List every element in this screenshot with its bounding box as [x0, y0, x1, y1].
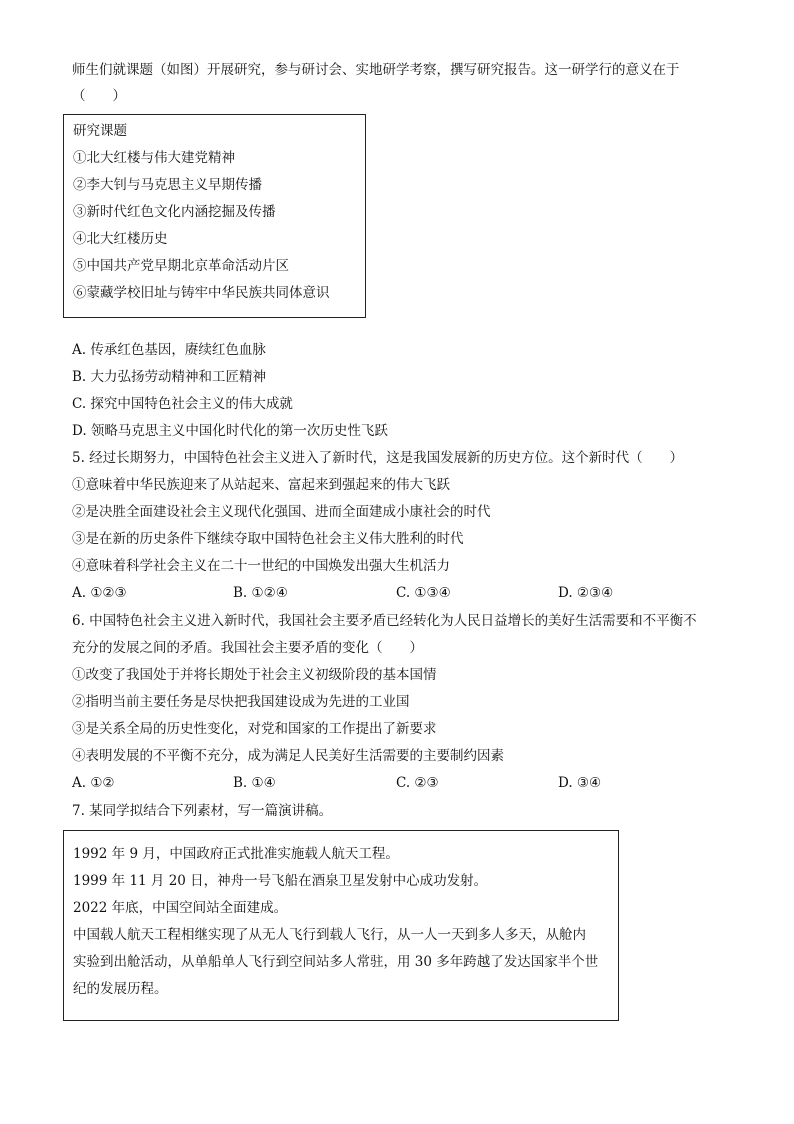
q7-material-line: 2022 年底，中国空间站全面建成。	[73, 900, 288, 916]
q5-option-a[interactable]: A. ①②③	[72, 585, 127, 601]
q7-material-line: 实验到出舱活动，从单船单人飞行到空间站多人常驻，用 30 多年跨越了发达国家半个世	[73, 954, 599, 970]
q5-option-d[interactable]: D. ②③④	[558, 585, 614, 601]
q6-statement: ②指明当前主要任务是尽快把我国建设成为先进的工业国	[72, 694, 410, 710]
q5-statement: ①意味着中华民族迎来了从站起来、富起来到强起来的伟大飞跃	[72, 477, 450, 493]
q7-material-line: 纪的发展历程。	[73, 981, 168, 997]
q7-material-line: 中国载人航天工程相继实现了从无人飞行到载人飞行，从一人一天到多人多天，从舱内	[73, 927, 586, 943]
q7-stem: 7. 某同学拟结合下列素材，写一篇演讲稿。	[72, 803, 333, 819]
q4-answer-paren: （ ）	[72, 88, 126, 104]
q6-statement: ④表明发展的不平衡不充分，成为满足人民美好生活需要的主要制约因素	[72, 748, 504, 764]
q4-box-item: ②李大钊与马克思主义早期传播	[73, 177, 262, 193]
q4-topic-box	[63, 114, 366, 318]
q6-stem-line2: 充分的发展之间的矛盾。我国社会主要矛盾的变化（ ）	[72, 640, 423, 656]
q4-stem: 师生们就课题（如图）开展研究，参与研讨会、实地研学考察，撰写研究报告。这一研学行的意义在于	[72, 62, 680, 78]
q4-option-c[interactable]: C. 探究中国特色社会主义的伟大成就	[72, 396, 293, 412]
q6-option-a[interactable]: A. ①②	[72, 775, 115, 791]
q5-option-b[interactable]: B. ①②④	[233, 585, 288, 601]
q7-material-line: 1992 年 9 月，中国政府正式批准实施载人航天工程。	[73, 846, 399, 862]
q6-option-b[interactable]: B. ①④	[233, 775, 276, 791]
q4-option-b[interactable]: B. 大力弘扬劳动精神和工匠精神	[72, 369, 267, 385]
q6-stem-line1: 6. 中国特色社会主义进入新时代，我国社会主要矛盾已经转化为人民日益增长的美好生活需要和不平衡不	[72, 613, 697, 629]
q4-box-title: 研究课题	[73, 123, 127, 139]
q7-material-box	[63, 830, 619, 1021]
q5-statement: ②是决胜全面建设社会主义现代化强国、进而全面建成小康社会的时代	[72, 504, 491, 520]
q6-option-d[interactable]: D. ③④	[558, 775, 602, 791]
q6-option-c[interactable]: C. ②③	[396, 775, 439, 791]
q4-box-item: ⑥蒙藏学校旧址与铸牢中华民族共同体意识	[73, 285, 330, 301]
q5-option-c[interactable]: C. ①③④	[396, 585, 451, 601]
q4-box-item: ③新时代红色文化内涵挖掘及传播	[73, 204, 276, 220]
q5-statement: ④意味着科学社会主义在二十一世纪的中国焕发出强大生机活力	[72, 558, 450, 574]
q6-statement: ①改变了我国处于并将长期处于社会主义初级阶段的基本国情	[72, 667, 437, 683]
q6-statement: ③是关系全局的历史性变化，对党和国家的工作提出了新要求	[72, 721, 437, 737]
q5-statement: ③是在新的历史条件下继续夺取中国特色社会主义伟大胜利的时代	[72, 531, 464, 547]
q7-material-line: 1999 年 11 月 20 日，神舟一号飞船在酒泉卫星发射中心成功发射。	[73, 873, 488, 889]
q5-stem: 5. 经过长期努力，中国特色社会主义进入了新时代，这是我国发展新的历史方位。这个新时代（ ）	[72, 450, 684, 466]
q4-option-a[interactable]: A. 传承红色基因，赓续红色血脉	[72, 342, 266, 358]
q4-option-d[interactable]: D. 领略马克思主义中国化时代化的第一次历史性飞跃	[72, 423, 388, 439]
q4-box-item: ①北大红楼与伟大建党精神	[73, 150, 235, 166]
q4-box-item: ⑤中国共产党早期北京革命活动片区	[73, 258, 289, 274]
q4-box-item: ④北大红楼历史	[73, 231, 168, 247]
